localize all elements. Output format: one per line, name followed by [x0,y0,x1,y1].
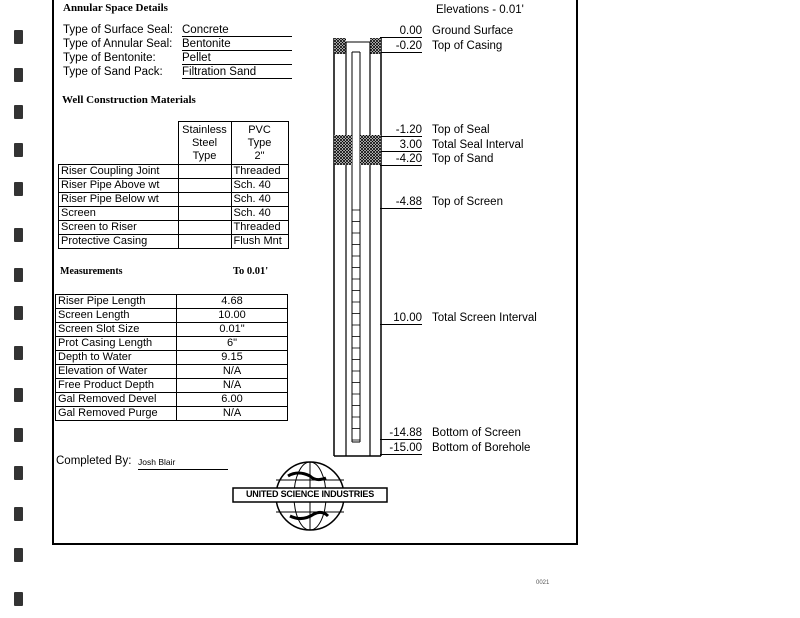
elevation-row [380,25,513,38]
measurement-value: N/A [177,407,288,421]
elevation-row [380,427,521,440]
elevation-row [380,312,537,325]
header-line: 2" [254,149,265,162]
well-diagram-svg [326,38,386,458]
elevation-value: 10.00 [380,312,422,325]
measurement-value: 6.00 [177,393,288,407]
elevation-value: -1.20 [380,124,422,137]
binder-hole [14,507,23,521]
binder-hole [14,268,23,282]
binder-hole [14,143,23,157]
materials-steel-cell [178,193,231,207]
elevation-value: -4.88 [380,196,422,209]
materials-steel-cell [178,207,231,221]
header-line: PVC [248,123,271,136]
measurement-label: Screen Length [56,309,177,323]
elevation-row [380,124,490,137]
materials-title: Well Construction Materials [62,94,196,106]
annular-value: Filtration Sand [182,66,292,79]
measurement-label: Gal Removed Devel [56,393,177,407]
annular-label: Type of Bentonite: [63,52,156,64]
measurements-title: Measurements [60,266,123,277]
well-diagram [326,38,386,458]
header-stainless [178,122,231,165]
table-row [56,351,288,365]
materials-pvc-cell: Threaded [231,165,288,179]
materials-label-cell: Riser Pipe Above wt [59,179,179,193]
measurement-value: 9.15 [177,351,288,365]
measurements-precision: To 0.01' [233,266,269,277]
annular-label: Type of Surface Seal: [63,24,173,36]
binder-hole [14,68,23,82]
elevation-row [380,40,502,53]
measurement-label: Prot Casing Length [56,337,177,351]
elevation-label: Total Screen Interval [432,312,537,324]
measurement-label: Gal Removed Purge [56,407,177,421]
materials-steel-cell [178,221,231,235]
elevation-value: -14.88 [380,427,422,440]
blank-cell [59,122,179,165]
header-line: Steel [191,136,218,149]
table-row [59,193,289,207]
materials-steel-cell [178,179,231,193]
annular-value: Concrete [182,24,292,37]
materials-pvc-cell: Sch. 40 [231,179,288,193]
binder-hole [14,346,23,360]
elevation-label: Ground Surface [432,25,514,37]
elevation-label: Bottom of Borehole [432,442,531,454]
materials-pvc-cell: Threaded [231,221,288,235]
annular-title: Annular Space Details [63,2,168,14]
completed-label: Completed By: [56,455,132,467]
materials-label-cell: Riser Coupling Joint [59,165,179,179]
binder-hole [14,30,23,44]
elevation-label: Top of Sand [432,153,494,165]
materials-steel-cell [178,165,231,179]
binder-hole [14,548,23,562]
measurement-value: N/A [177,379,288,393]
elevation-label: Bottom of Screen [432,427,521,439]
measurement-label: Screen Slot Size [56,323,177,337]
materials-label-cell: Protective Casing [59,235,179,249]
materials-table [58,121,289,249]
table-row [59,179,289,193]
company-logo [230,458,390,538]
elevation-label: Total Seal Interval [432,139,524,151]
annular-value: Pellet [182,52,292,65]
materials-steel-cell [178,235,231,249]
binder-hole [14,466,23,480]
logo-text: UNITED SCIENCE INDUSTRIES [245,489,374,499]
screen-slots [352,210,360,440]
header-line: Type [247,136,272,149]
page-mark: 0021 [536,580,550,586]
binder-hole [14,105,23,119]
annular-label: Type of Sand Pack: [63,66,163,78]
binder-hole [14,428,23,442]
elevation-row [380,196,503,209]
elevation-label: Top of Screen [432,196,503,208]
elevation-row [380,139,523,152]
table-row [59,207,289,221]
materials-pvc-cell: Sch. 40 [231,207,288,221]
elevation-row [380,442,530,455]
elevation-value: -0.20 [380,40,422,53]
elevation-value: 0.00 [380,25,422,38]
table-row [59,165,289,179]
measurement-label: Elevation of Water [56,365,177,379]
measurement-label: Riser Pipe Length [56,295,177,309]
table-row [56,365,288,379]
elevation-value: -4.20 [380,153,422,166]
binder-hole [14,592,23,606]
measurement-value: 0.01" [177,323,288,337]
measurement-value: 4.68 [177,295,288,309]
measurement-value: 10.00 [177,309,288,323]
header-line: Type [192,149,217,162]
table-row [56,295,288,309]
header-pvc [231,122,288,165]
measurement-value: 6" [177,337,288,351]
materials-pvc-cell: Flush Mnt [231,235,288,249]
annular-value: Bentonite [182,38,292,51]
materials-label-cell: Screen to Riser [59,221,179,235]
binder-hole [14,306,23,320]
annular-label: Type of Annular Seal: [63,38,173,50]
materials-label-cell: Screen [59,207,179,221]
table-row [59,221,289,235]
header-line: Stainless [182,123,227,136]
binder-hole [14,182,23,196]
elevation-value: -15.00 [380,442,422,455]
measurement-label: Free Product Depth [56,379,177,393]
measurements-table [55,294,288,421]
binder-hole [14,228,23,242]
table-row [56,337,288,351]
table-row [56,309,288,323]
elevations-title: Elevations - 0.01' [436,4,524,16]
binder-hole [14,388,23,402]
table-row [56,379,288,393]
materials-pvc-cell: Sch. 40 [231,193,288,207]
completed-name: Josh Blair [138,457,228,470]
table-row [56,323,288,337]
elevation-row [380,153,493,166]
table-row [59,235,289,249]
elevation-value: 3.00 [380,139,422,152]
measurement-label: Depth to Water [56,351,177,365]
measurement-value: N/A [177,365,288,379]
elevation-label: Top of Casing [432,40,503,52]
elevation-label: Top of Seal [432,124,490,136]
table-row [56,393,288,407]
table-row [56,407,288,421]
materials-label-cell: Riser Pipe Below wt [59,193,179,207]
